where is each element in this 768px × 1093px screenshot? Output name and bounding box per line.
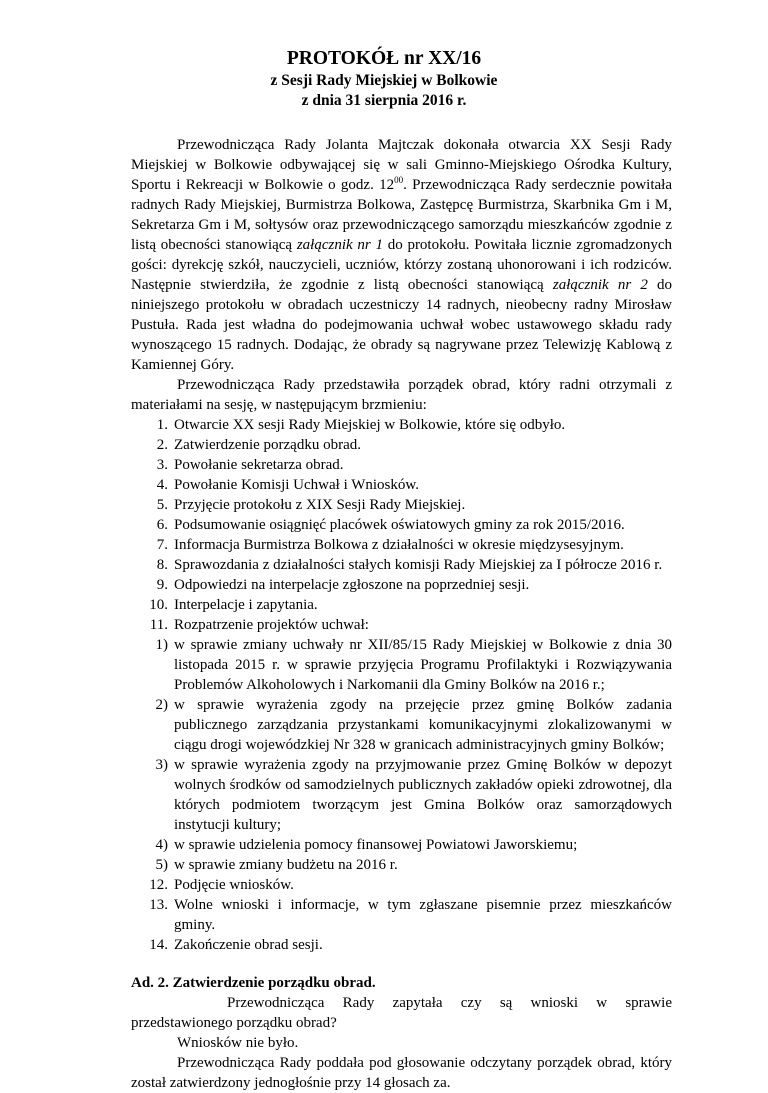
agenda-item-text: Otwarcie XX sesji Rady Miejskiej w Bolkowie, które się odbyło. [174, 417, 566, 433]
agenda-item-number: 9. [156, 577, 168, 593]
section-2-paragraph-2: Wniosków nie było. [177, 1035, 299, 1051]
agenda-item-text: Podsumowanie osiągnięć placówek oświatowych gminy za rok 2015/2016. [174, 517, 625, 533]
agenda-item [131, 855, 672, 875]
agenda-item [131, 535, 672, 555]
agenda-item-number: 2. [156, 437, 168, 453]
document-subtitle: z Sesji Rady Miejskiej w Bolkowie [270, 72, 498, 89]
intro-text-b: . Przewodnicząca Rady serdecznie powitała radnych Rady Miejskiej, Burmistrza Bolkowa, Zastępcę Burmistrza, Skarbnika Gm i M, Sekretarza Gm i M, sołtysów oraz przewodniczącego samorządu mieszkańców zgodnie z listą obecności stanowiącą [131, 177, 672, 253]
section-2-heading: Ad. 2. Zatwierdzenie porządku obrad. [131, 975, 376, 991]
intro-text-a: Przewodnicząca Rady Jolanta Majtczak dokonała otwarcia XX Sesji Rady Miejskiej w Bolkowie odbywającej się w sali Gminno-Miejskiego Ośrodka Kultury, Sportu i Rekreacji w Bolkowie o godz. 12 [131, 137, 672, 193]
document-body [131, 135, 672, 1093]
time-superscript: 00 [394, 175, 404, 185]
intro-paragraph [131, 135, 672, 375]
agenda-item-text: Powołanie sekretarza obrad. [174, 457, 344, 473]
agenda-item-number: 1) [155, 637, 168, 653]
agenda-item-number: 3) [155, 757, 168, 773]
agenda-item-text: Przyjęcie protokołu z XIX Sesji Rady Miejskiej. [174, 497, 466, 513]
agenda-item-number: 5) [155, 857, 168, 873]
agenda-item [131, 415, 672, 435]
agenda-item-text: Zakończenie obrad sesji. [174, 937, 323, 953]
agenda-item [131, 755, 672, 835]
agenda-item-number: 13. [149, 897, 168, 913]
agenda-item-number: 6. [156, 517, 168, 533]
agenda-item [131, 615, 672, 635]
agenda-item-text: w sprawie zmiany uchwały nr XII/85/15 Rady Miejskiej w Bolkowie z dnia 30 listopada 2015 r. w sprawie przyjęcia Programu Profilaktyki i Rozwiązywania Problemów Alkoholowych i Narkomanii dla Gminy Bolków na 2016 r.; [174, 637, 672, 693]
agenda-item-text: Wolne wnioski i informacje, w tym zgłaszane pisemnie przez mieszkańców gminy. [174, 897, 672, 933]
agenda-item-text: w sprawie wyrażenia zgody na przejęcie przez gminę Bolków zadania publicznego zarządzania przystankami komunikacyjnymi zlokalizowanymi w ciągu drogi wojewódzkiej Nr 328 w granicach administracyjnych gminy Bolków; [174, 697, 672, 753]
agenda-item [131, 495, 672, 515]
agenda-item-text: Informacja Burmistrza Bolkowa z działalności w okresie międzysesyjnym. [174, 537, 624, 553]
agenda-item-text: Odpowiedzi na interpelacje zgłoszone na poprzedniej sesji. [174, 577, 530, 593]
agenda-item [131, 475, 672, 495]
attachment-2-ref: załącznik nr 2 [552, 277, 648, 293]
agenda-item [131, 455, 672, 475]
agenda-item [131, 935, 672, 955]
agenda-item-number: 4. [156, 477, 168, 493]
agenda-item-text: Zatwierdzenie porządku obrad. [174, 437, 361, 453]
agenda-item-text: Powołanie Komisji Uchwał i Wniosków. [174, 477, 419, 493]
attachment-1-ref: załącznik nr 1 [296, 237, 383, 253]
agenda-item-text: Sprawozdania z działalności stałych komisji Rady Miejskiej za I półrocze 2016 r. [174, 557, 663, 573]
agenda-item-text: w sprawie wyrażenia zgody na przyjmowanie przez Gminę Bolków w depozyt wolnych środków od samodzielnych publicznych zakładów opieki zdrowotnej, dla których podmiotem tworzącym jest Gmina Bolków oraz samorządowych instytucji kultury; [174, 757, 672, 833]
agenda-item-number: 3. [156, 457, 168, 473]
agenda-item [131, 575, 672, 595]
agenda-item [131, 635, 672, 695]
intro-text-d: do niniejszego protokołu w obradach uczestniczy 14 radnych, nieobecny radny Mirosław Pustuła. Rada jest władna do podejmowania uchwał wobec ustawowego składu rady wynoszącego 15 radnych. Dodając, że obrady są nagrywane przez Telewizję Kablową z Kamiennej Góry. [131, 277, 672, 373]
agenda-item-number: 2) [155, 697, 168, 713]
section-2-paragraph-1: Przewodnicząca Rady zapytała czy są wnioski w sprawie przedstawionego porządku obrad? [131, 995, 672, 1031]
agenda-item-number: 11. [149, 617, 168, 633]
agenda-item-number: 12. [149, 877, 168, 893]
agenda-item [131, 435, 672, 455]
section-2-paragraph-3: Przewodnicząca Rady poddała pod głosowanie odczytany porządek obrad, który został zatwierdzony jednogłośnie przy 14 głosach za. [131, 1055, 672, 1091]
agenda-item [131, 895, 672, 935]
agenda-item-text: Podjęcie wniosków. [174, 877, 294, 893]
document-title: PROTOKÓŁ nr XX/16 [286, 48, 482, 69]
agenda-item [131, 695, 672, 755]
document-date: z dnia 31 sierpnia 2016 r. [301, 92, 467, 109]
agenda-intro-paragraph: Przewodnicząca Rady przedstawiła porządek obrad, który radni otrzymali z materiałami na sesję, w następującym brzmieniu: [131, 377, 672, 413]
agenda-item [131, 515, 672, 535]
agenda-item [131, 875, 672, 895]
agenda-item [131, 595, 672, 615]
agenda-item-text: w sprawie udzielenia pomocy finansowej Powiatowi Jaworskiemu; [174, 837, 578, 853]
agenda-item-text: Interpelacje i zapytania. [174, 597, 318, 613]
agenda-item-number: 14. [149, 937, 168, 953]
agenda-item [131, 835, 672, 855]
agenda-list [131, 415, 672, 955]
agenda-item-number: 1. [156, 417, 168, 433]
agenda-item [131, 555, 672, 575]
agenda-item-number: 5. [156, 497, 168, 513]
agenda-item-number: 7. [156, 537, 168, 553]
agenda-item-number: 8. [156, 557, 168, 573]
agenda-item-number: 10. [149, 597, 168, 613]
intro-text-c: do protokołu. Powitała licznie zgromadzonych gości: dyrekcję szkół, nauczycieli, uczniów, którzy zostaną uhonorowani i ich rodziców. Następnie stwierdziła, że zgodnie z listą obecności stanowiącą [131, 237, 672, 293]
agenda-item-number: 4) [155, 837, 168, 853]
agenda-item-text: w sprawie zmiany budżetu na 2016 r. [174, 857, 398, 873]
agenda-item-text: Rozpatrzenie projektów uchwał: [174, 617, 369, 633]
